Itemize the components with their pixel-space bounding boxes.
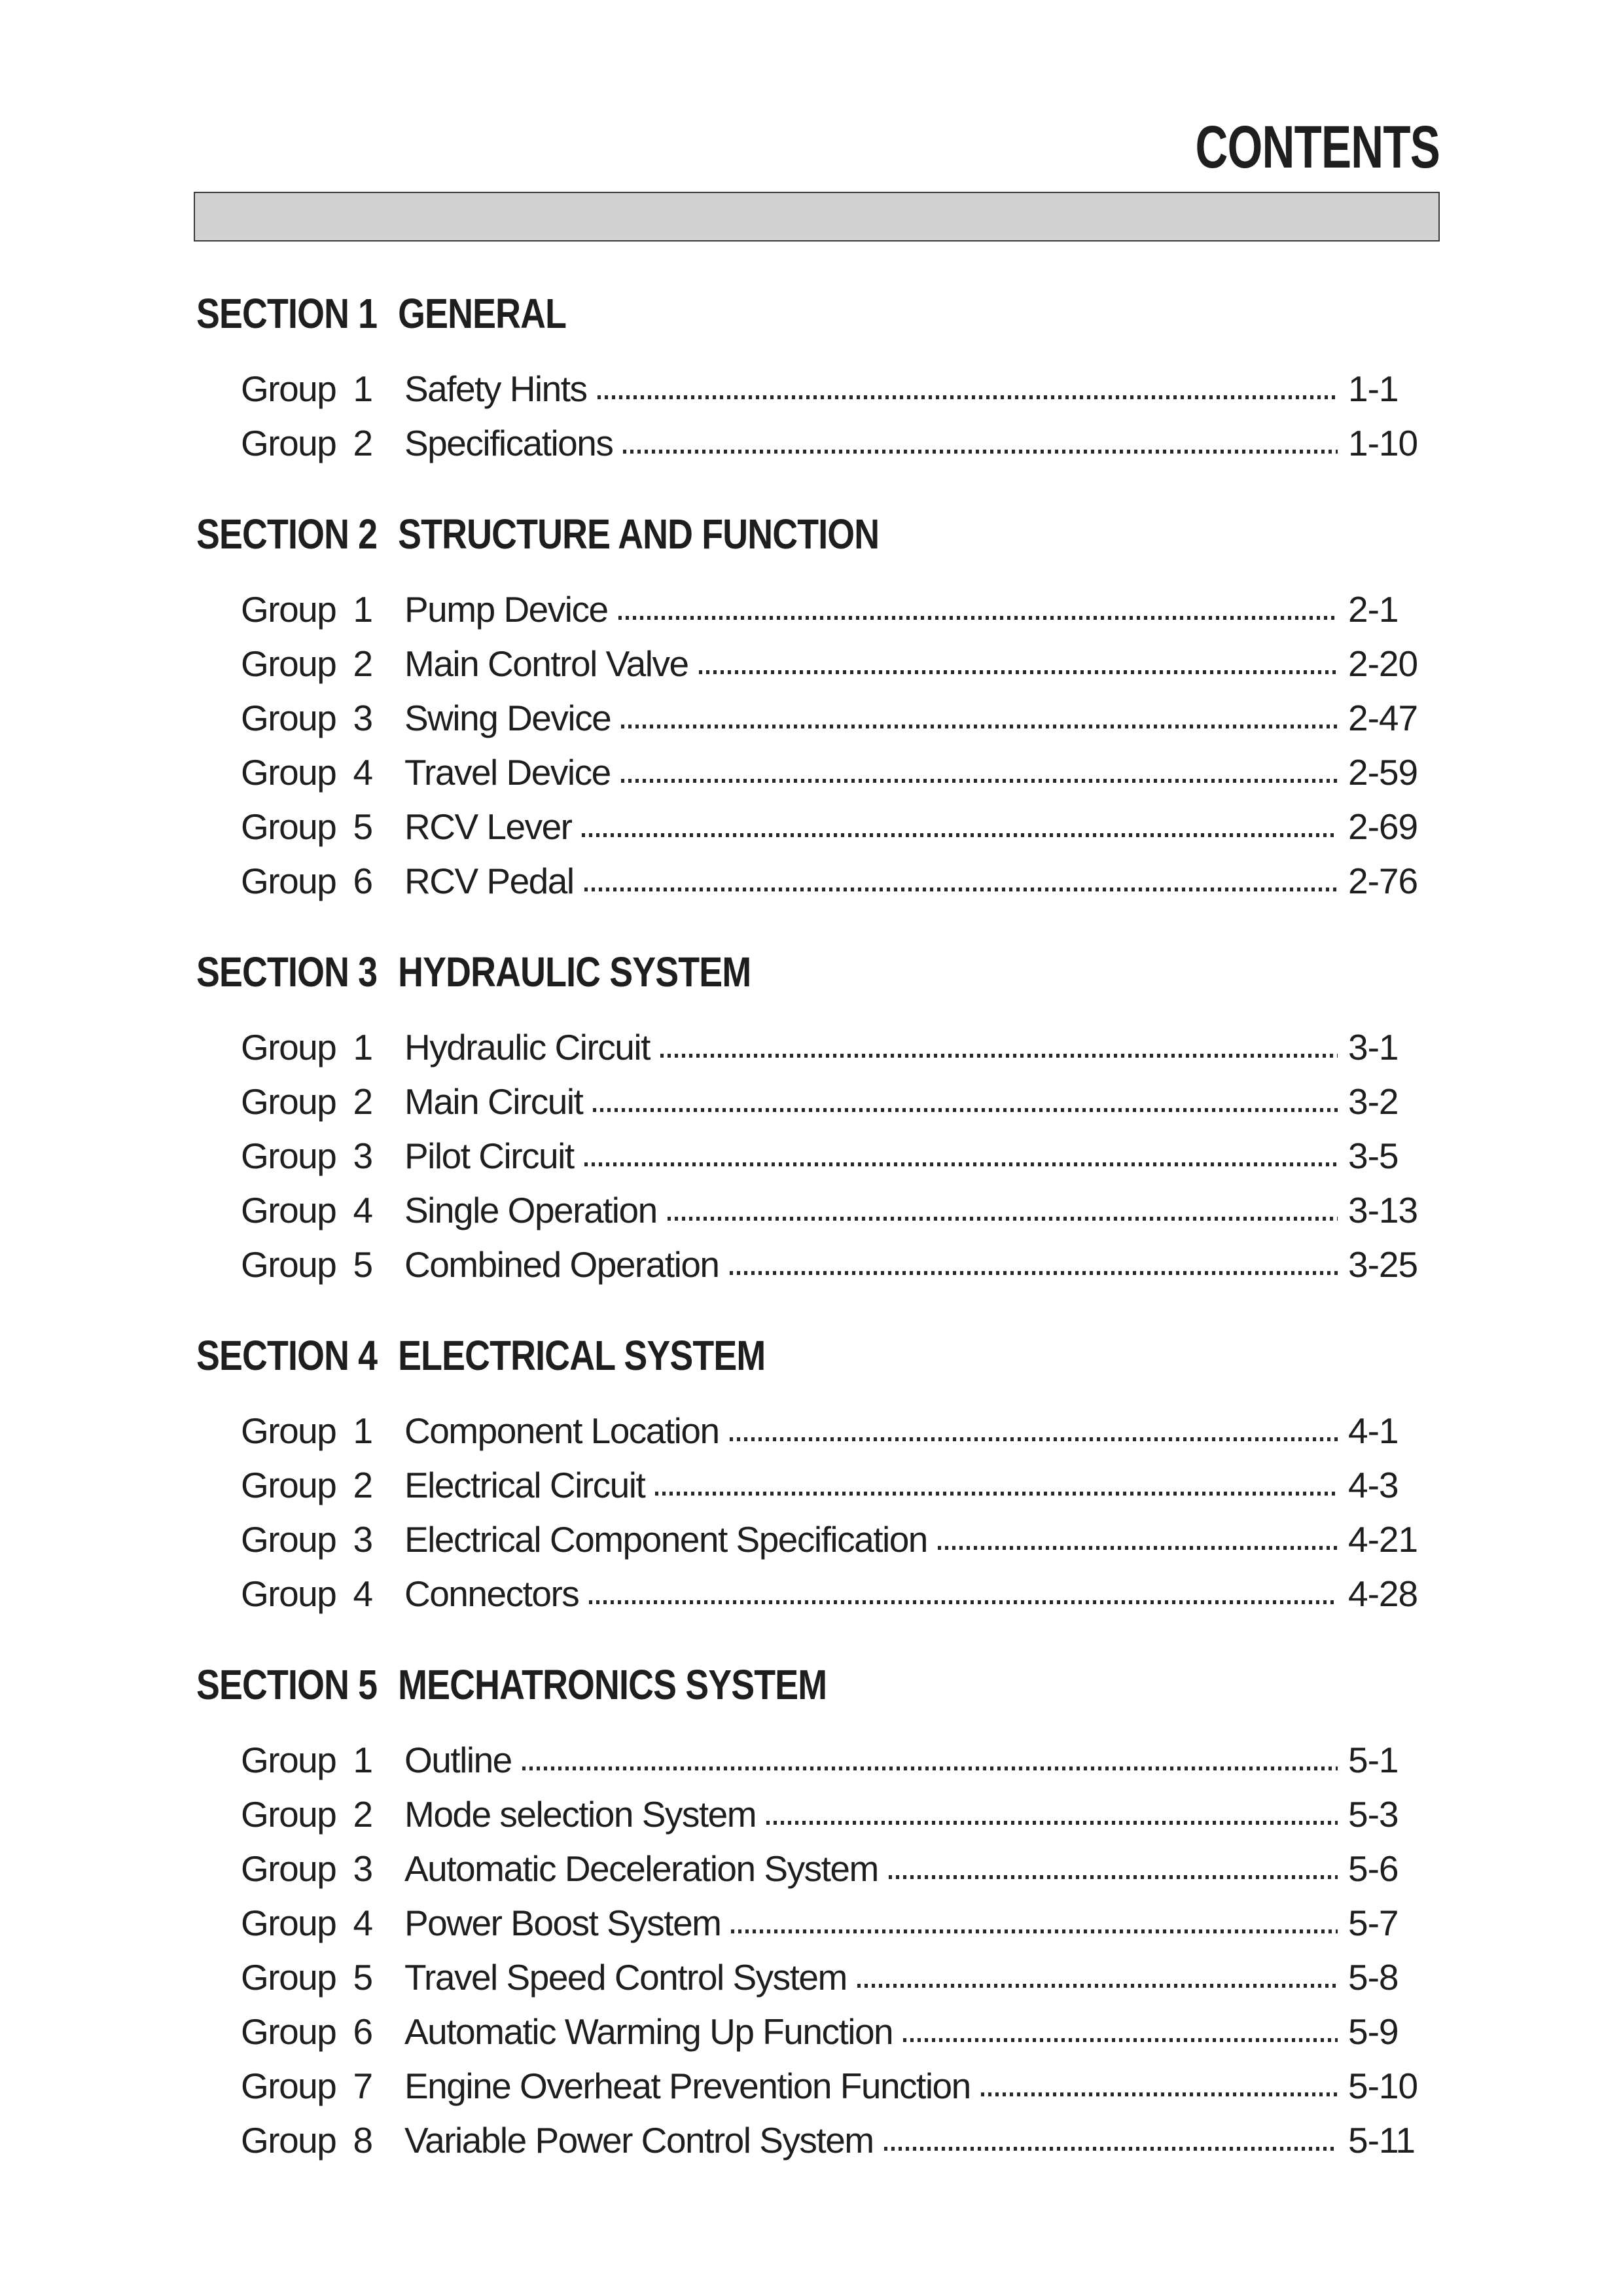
page-number: 5-10	[1348, 2066, 1418, 2106]
group-title: Engine Overheat Prevention Function	[404, 2066, 971, 2106]
section-title: STRUCTURE AND FUNCTION	[398, 511, 880, 558]
group-number: 3	[353, 698, 372, 738]
group-title: Hydraulic Circuit	[404, 1027, 650, 1067]
page-number: 3-1	[1348, 1027, 1399, 1067]
group-number: 4	[353, 1573, 372, 1614]
group-title: Automatic Deceleration System	[404, 1848, 878, 1889]
group-label: Group	[241, 1740, 336, 1780]
toc-section	[0, 287, 1623, 462]
toc-row	[241, 1850, 1440, 1888]
group-title: Safety Hints	[404, 368, 587, 409]
group-label: Group	[241, 1957, 336, 1998]
group-title: Mode selection System	[404, 1794, 757, 1835]
section-number: SECTION 1	[196, 290, 378, 337]
toc-row	[241, 1741, 1440, 1779]
group-label: Group	[241, 861, 336, 901]
group-number: 1	[353, 1740, 372, 1780]
title-bar	[194, 192, 1440, 242]
toc-row	[241, 862, 1440, 900]
section-heading	[196, 1659, 1395, 1711]
dot-leader	[903, 2038, 1338, 2042]
toc-row	[241, 1083, 1440, 1121]
group-label: Group	[241, 1465, 336, 1505]
section-heading	[196, 1329, 1395, 1382]
page-title	[0, 115, 1623, 180]
page-number: 5-3	[1348, 1794, 1399, 1835]
page-number: 2-47	[1348, 698, 1418, 738]
toc-row	[241, 1028, 1440, 1066]
toc-row	[241, 1904, 1440, 1942]
toc-row	[241, 424, 1440, 462]
group-label: Group	[241, 1190, 336, 1230]
group-number: 6	[353, 861, 372, 901]
toc-row	[241, 753, 1440, 791]
group-title: Travel Speed Control System	[404, 1957, 847, 1998]
section-number: SECTION 4	[196, 1332, 378, 1379]
group-number: 2	[353, 1794, 372, 1835]
group-number: 1	[353, 1027, 372, 1067]
group-title: Automatic Warming Up Function	[404, 2011, 893, 2052]
page-number: 1-10	[1348, 423, 1418, 463]
group-title: Connectors	[404, 1573, 579, 1614]
group-label: Group	[241, 643, 336, 684]
toc-row	[241, 370, 1440, 408]
group-label: Group	[241, 1136, 336, 1176]
group-title: Pilot Circuit	[404, 1136, 574, 1176]
group-title: RCV Lever	[404, 806, 572, 847]
group-label: Group	[241, 1794, 336, 1835]
group-label: Group	[241, 1027, 336, 1067]
dot-leader	[618, 616, 1338, 620]
dot-leader	[597, 395, 1338, 399]
group-label: Group	[241, 752, 336, 793]
group-title: RCV Pedal	[404, 861, 574, 901]
toc-row	[241, 1191, 1440, 1229]
page-number: 4-21	[1348, 1519, 1418, 1560]
toc-section	[0, 946, 1623, 1283]
group-number: 2	[353, 643, 372, 684]
group-number: 3	[353, 1136, 372, 1176]
section-title: HYDRAULIC SYSTEM	[398, 948, 751, 996]
group-title: Component Location	[404, 1410, 719, 1451]
dot-leader	[730, 1271, 1338, 1275]
group-label: Group	[241, 1519, 336, 1560]
group-title: Swing Device	[404, 698, 611, 738]
dot-leader	[621, 779, 1338, 783]
page-number: 2-69	[1348, 806, 1418, 847]
page-number: 4-1	[1348, 1410, 1399, 1451]
page-number: 3-13	[1348, 1190, 1418, 1230]
toc-row	[241, 2121, 1440, 2159]
group-title: Power Boost System	[404, 1903, 721, 1943]
section-rows	[241, 1741, 1440, 2159]
group-label: Group	[241, 1903, 336, 1943]
group-number: 5	[353, 806, 372, 847]
toc-row	[241, 645, 1440, 683]
page-number: 2-1	[1348, 589, 1399, 630]
toc-row	[241, 1520, 1440, 1558]
dot-leader	[582, 833, 1338, 837]
dot-leader	[981, 2092, 1338, 2096]
toc-row	[241, 1137, 1440, 1175]
group-label: Group	[241, 2066, 336, 2106]
group-title: Combined Operation	[404, 1244, 719, 1285]
toc-row	[241, 590, 1440, 628]
group-label: Group	[241, 1410, 336, 1451]
group-number: 6	[353, 2011, 372, 2052]
group-number: 2	[353, 1465, 372, 1505]
group-label: Group	[241, 1573, 336, 1614]
toc-row	[241, 1795, 1440, 1833]
group-number: 2	[353, 423, 372, 463]
toc-row	[241, 1466, 1440, 1504]
group-label: Group	[241, 2011, 336, 2052]
group-number: 5	[353, 1957, 372, 1998]
group-title: Outline	[404, 1740, 512, 1780]
toc-section	[0, 508, 1623, 900]
dot-leader	[522, 1767, 1338, 1770]
section-heading	[196, 508, 1395, 560]
toc-row	[241, 1575, 1440, 1613]
toc-row	[241, 1246, 1440, 1283]
group-number: 4	[353, 752, 372, 793]
group-title: Main Control Valve	[404, 643, 688, 684]
page-number: 5-11	[1348, 2120, 1415, 2161]
page-number: 3-25	[1348, 1244, 1418, 1285]
dot-leader	[699, 670, 1338, 674]
group-number: 5	[353, 1244, 372, 1285]
section-rows	[241, 1412, 1440, 1613]
page-number: 4-28	[1348, 1573, 1418, 1614]
dot-leader	[621, 725, 1338, 728]
page-number: 4-3	[1348, 1465, 1399, 1505]
group-number: 2	[353, 1081, 372, 1122]
page-header	[0, 0, 1623, 242]
page-number: 1-1	[1348, 368, 1399, 409]
section-title: ELECTRICAL SYSTEM	[398, 1332, 766, 1379]
page-number: 5-8	[1348, 1957, 1399, 1998]
dot-leader	[884, 2147, 1338, 2151]
group-title: Main Circuit	[404, 1081, 583, 1122]
dot-leader	[584, 1162, 1338, 1166]
section-rows	[241, 1028, 1440, 1283]
section-number: SECTION 2	[196, 511, 378, 558]
group-title: Specifications	[404, 423, 613, 463]
section-number: SECTION 5	[196, 1661, 378, 1708]
page-number: 5-9	[1348, 2011, 1399, 2052]
dot-leader	[889, 1875, 1338, 1879]
group-label: Group	[241, 368, 336, 409]
group-label: Group	[241, 1244, 336, 1285]
group-title: Variable Power Control System	[404, 2120, 874, 2161]
dot-leader	[623, 450, 1338, 454]
group-number: 1	[353, 368, 372, 409]
dot-leader	[668, 1217, 1338, 1221]
group-label: Group	[241, 1848, 336, 1889]
group-number: 3	[353, 1519, 372, 1560]
page-number: 2-59	[1348, 752, 1418, 793]
group-title: Electrical Component Specification	[404, 1519, 927, 1560]
group-label: Group	[241, 698, 336, 738]
dot-leader	[731, 1929, 1338, 1933]
toc-row	[241, 699, 1440, 737]
section-title: GENERAL	[398, 290, 567, 337]
dot-leader	[584, 888, 1338, 891]
group-label: Group	[241, 806, 336, 847]
group-label: Group	[241, 1081, 336, 1122]
dot-leader	[857, 1984, 1338, 1988]
toc-row	[241, 1958, 1440, 1996]
section-heading	[196, 946, 1395, 998]
toc-section	[0, 1329, 1623, 1613]
section-number: SECTION 3	[196, 948, 378, 996]
section-rows	[241, 370, 1440, 462]
toc-row	[241, 2013, 1440, 2051]
group-label: Group	[241, 589, 336, 630]
dot-leader	[766, 1821, 1338, 1825]
group-title: Travel Device	[404, 752, 611, 793]
group-label: Group	[241, 423, 336, 463]
dot-leader	[589, 1600, 1338, 1604]
dot-leader	[730, 1437, 1338, 1441]
group-title: Electrical Circuit	[404, 1465, 645, 1505]
group-number: 1	[353, 1410, 372, 1451]
dot-leader	[660, 1054, 1338, 1058]
group-number: 1	[353, 589, 372, 630]
section-title: MECHATRONICS SYSTEM	[398, 1661, 827, 1708]
group-label: Group	[241, 2120, 336, 2161]
group-number: 3	[353, 1848, 372, 1889]
page-number: 2-76	[1348, 861, 1418, 901]
page-number: 5-1	[1348, 1740, 1399, 1780]
page-number: 5-7	[1348, 1903, 1399, 1943]
group-number: 7	[353, 2066, 372, 2106]
page-number: 3-5	[1348, 1136, 1399, 1176]
page-title-text: CONTENTS	[1195, 114, 1440, 181]
group-number: 4	[353, 1903, 372, 1943]
section-heading	[196, 287, 1395, 340]
dot-leader	[593, 1108, 1338, 1112]
toc-row	[241, 2067, 1440, 2105]
toc-section	[0, 1659, 1623, 2159]
page-number: 2-20	[1348, 643, 1418, 684]
toc-row	[241, 1412, 1440, 1450]
dot-leader	[655, 1492, 1338, 1496]
group-number: 4	[353, 1190, 372, 1230]
dot-leader	[938, 1546, 1338, 1550]
group-number: 8	[353, 2120, 372, 2161]
section-rows	[241, 590, 1440, 900]
toc-row	[241, 808, 1440, 846]
toc	[0, 287, 1623, 2159]
page-number: 5-6	[1348, 1848, 1399, 1889]
group-title: Single Operation	[404, 1190, 657, 1230]
page-number: 3-2	[1348, 1081, 1399, 1122]
group-title: Pump Device	[404, 589, 608, 630]
